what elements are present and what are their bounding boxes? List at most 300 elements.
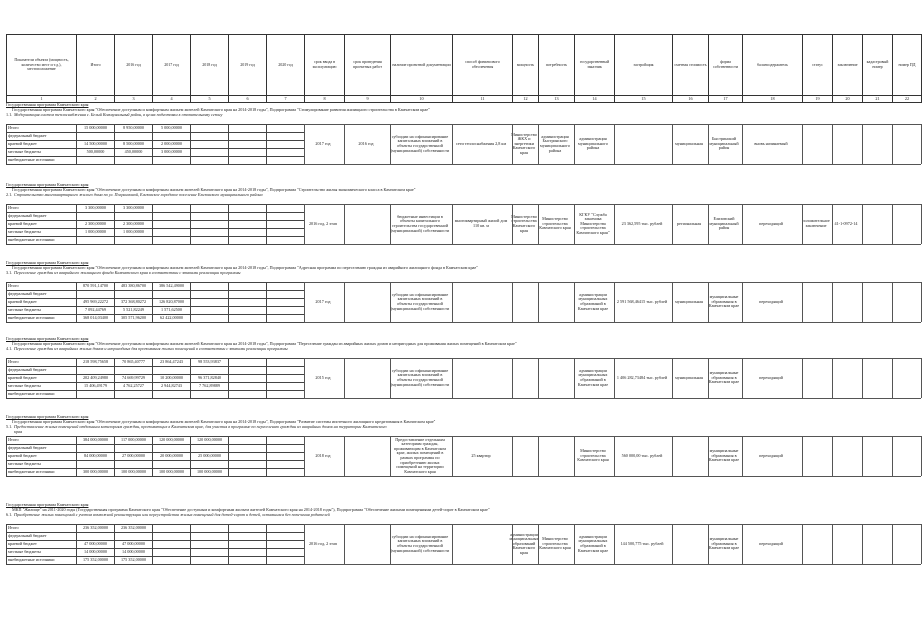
column-divider	[708, 282, 709, 322]
funding-value: 2 000,00000	[153, 141, 191, 149]
funding-source-label: местные бюджеты	[7, 149, 77, 157]
descriptor-cell: 2017 год	[315, 298, 331, 304]
funding-value: 10 200,00000	[153, 375, 191, 383]
descriptor-cell: администрации муниципальных образований Камчатского края	[509, 531, 539, 555]
funding-value	[77, 391, 115, 399]
funding-value	[229, 367, 267, 375]
section-subtitle: Государственная программа Камчатского края "Обеспечение доступным и комфортным жильем жителей Камчатского края на 2014-2018 годы", Подпрограмма "Адресная программа по переселению граждан из аварийного жилищного фонда в Камчатском крае"	[12, 265, 478, 270]
funding-value	[229, 299, 267, 307]
section-item	[6, 270, 394, 276]
item-text: Предоставление жилых помещений отдельным категориям граждан, проживающих в Камчатском крае, для участия в программе по переселению граждан из аварийных домов на территории Камчатского края	[14, 424, 387, 434]
row-divider	[304, 436, 921, 437]
funding-value	[115, 133, 153, 141]
column-number: 6	[229, 96, 267, 103]
table-row	[7, 391, 305, 399]
section-title: Государственная программа Камчатского края	[6, 336, 89, 341]
descriptor-cell: субсидии на софинансирование капитальных вложений в объекты государственной (муниципальной) собственности	[390, 367, 450, 387]
descriptor-cell: Министерство строительства Камчатского края	[539, 216, 571, 231]
program-section	[6, 502, 899, 580]
column-divider	[574, 524, 575, 564]
column-divider	[304, 358, 305, 398]
descriptor-cell: субсидии на софинансирование капитальных вложений в объекты государственной (муниципальной) собственности	[390, 133, 450, 153]
table-row	[7, 461, 305, 469]
funding-value	[191, 367, 229, 375]
descriptor-cell: 2016 год, 2 этап	[308, 220, 338, 226]
row-divider	[304, 322, 921, 323]
descriptor-cell: Министерство строительства Камчатского края	[511, 213, 537, 233]
funding-value	[115, 213, 153, 221]
funding-source-label: местные бюджеты	[7, 229, 77, 237]
table-row	[7, 221, 305, 229]
funding-value: 236 352,00000	[77, 525, 115, 533]
funding-value: 300 000,00000	[77, 469, 115, 477]
header-cell: способ финансового обеспечения	[453, 35, 513, 96]
funding-value	[77, 213, 115, 221]
funding-source-label: Итого	[7, 359, 77, 367]
item-text: Строительство многоквартирного жилого дома по ул. Пограничной, Елизовское городское поселение Елизовского муниципального района	[14, 192, 263, 197]
funding-value	[229, 315, 267, 323]
funding-value: 3 300,00000	[115, 205, 153, 213]
funding-value	[267, 359, 305, 367]
funding-value	[267, 453, 305, 461]
item-text: Переселение граждан из аварийных жилых домов и непригодных для проживания жилых помещений в соответствии с этапами реализации программы	[14, 346, 288, 351]
column-divider	[708, 124, 709, 164]
descriptor-cell: Предоставление отдельным категориям граждан, проживающим в Камчатском крае, жилых помещений в рамках программы по приобретению жилых помещений на территории Камчатского края	[394, 436, 446, 474]
funding-value	[267, 445, 305, 453]
funding-value: 14 000,00000	[77, 549, 115, 557]
funding-value	[267, 283, 305, 291]
funding-value: 25 000,00000	[191, 453, 229, 461]
funding-value: 870 591,14700	[77, 283, 115, 291]
descriptor-cell: муниципальные образования в Камчатском крае	[708, 370, 740, 385]
funding-value	[229, 437, 267, 445]
funding-value: 1 571,62500	[153, 307, 191, 315]
funding-source-label: внебюджетные источники	[7, 391, 77, 399]
section-subtitle: Государственная программа Камчатского края "Обеспечение доступным и комфортным жильем жителей Камчатского края на 2014-2018 годы", Подпрограмма "Стимулирование развития жилищного строительства в Камчатском крае"	[12, 107, 430, 112]
column-divider	[452, 204, 453, 244]
descriptor-cell: Быстринский муниципальный район	[709, 136, 739, 151]
funding-value: 120 000,00000	[191, 437, 229, 445]
funding-value: 384 000,00000	[77, 437, 115, 445]
section-title: Государственная программа Камчатского края	[6, 502, 89, 507]
funding-value	[191, 237, 229, 245]
column-divider	[344, 124, 345, 164]
column-divider	[344, 282, 345, 322]
table-row	[7, 315, 305, 323]
funding-value: 96 371,82840	[191, 375, 229, 383]
funding-value	[77, 367, 115, 375]
item-number: 5.1.	[6, 424, 13, 429]
column-number: 18	[743, 96, 803, 103]
column-divider	[512, 436, 513, 476]
descriptor-cell: администрация Быстринского муниципального района	[540, 133, 570, 153]
column-divider	[832, 524, 833, 564]
table-row	[7, 229, 305, 237]
funding-value	[229, 229, 267, 237]
table-row	[7, 213, 305, 221]
funding-value: 495 969,22272	[77, 299, 115, 307]
column-number: 17	[709, 96, 743, 103]
funding-value	[115, 367, 153, 375]
table-row	[7, 157, 305, 165]
column-number: 11	[453, 96, 513, 103]
item-number: 3.1.	[6, 270, 13, 275]
descriptor-cell: 23 362,595 тыс. рублей	[621, 220, 663, 226]
column-divider	[574, 282, 575, 322]
funding-value: 236 352,00000	[115, 525, 153, 533]
funding-value: 1 000,00000	[115, 229, 153, 237]
funding-table	[6, 124, 305, 165]
funding-source-label: краевой бюджет	[7, 453, 77, 461]
section-title: Государственная программа Камчатского края	[6, 414, 89, 419]
column-divider	[862, 524, 863, 564]
funding-value	[267, 383, 305, 391]
column-divider	[672, 282, 673, 322]
funding-value	[153, 205, 191, 213]
descriptor-cell: 2016 год	[358, 140, 374, 146]
funding-value	[191, 461, 229, 469]
funding-value	[267, 149, 305, 157]
section-subtitle: Государственная программа Камчатского края "Обеспечение доступным и комфортным жильем жителей Камчатского края на 2014-2018 годы", Подпрограмма "Переселение граждан из аварийных жилых домов и непригодных для проживания жилых помещений в Камчатском крае"	[12, 341, 517, 346]
column-number: 4	[153, 96, 191, 103]
column-divider	[390, 358, 391, 398]
descriptor-cell: 2015 год	[315, 374, 331, 380]
funding-value: 98 553,93837	[191, 359, 229, 367]
funding-value	[77, 157, 115, 165]
funding-source-label: местные бюджеты	[7, 307, 77, 315]
funding-value: 47 000,00000	[77, 541, 115, 549]
descriptor-cell: субсидии на софинансирование капитальных вложений в объекты государственной (муниципальной) собственности	[390, 533, 450, 553]
funding-value	[191, 445, 229, 453]
funding-value	[191, 125, 229, 133]
header-cell: 2018 год	[191, 35, 229, 96]
descriptor-cell: Министерство строительства Камчатского края	[539, 536, 571, 551]
funding-table	[6, 524, 305, 565]
header-cell: государственный заказчик	[575, 35, 615, 96]
funding-source-label: местные бюджеты	[7, 383, 77, 391]
row-divider	[304, 398, 921, 399]
column-number: 20	[833, 96, 863, 103]
descriptor-cell: администрации муниципальных образований в Камчатском крае	[577, 367, 609, 387]
column-divider	[802, 124, 803, 164]
funding-value: 386 542,49000	[153, 283, 191, 291]
header-cell: срок проведения проектных работ	[345, 35, 391, 96]
descriptor-cell: переходящий	[759, 220, 783, 226]
item-number: 6.1.	[6, 512, 13, 517]
funding-value: 7 092,44769	[77, 307, 115, 315]
table-row	[7, 453, 305, 461]
funding-source-label: федеральный бюджет	[7, 533, 77, 541]
column-divider	[892, 524, 893, 564]
funding-value: 15 000,00000	[77, 125, 115, 133]
table-row	[7, 383, 305, 391]
funding-value: 100 000,00000	[153, 469, 191, 477]
funding-value	[191, 315, 229, 323]
column-divider	[538, 124, 539, 164]
section-item	[6, 192, 394, 198]
descriptor-cell: 2016 год, 2 этап	[308, 540, 338, 546]
column-divider	[892, 204, 893, 244]
column-divider	[538, 524, 539, 564]
funding-value	[191, 221, 229, 229]
funding-value	[229, 307, 267, 315]
item-text: Модернизация систем теплоснабжения с. Белый Коммунальный район, в целях подготовки к отопительному сезону	[14, 112, 223, 117]
funding-value	[229, 557, 267, 565]
funding-value	[267, 299, 305, 307]
descriptor-cell: муниципальные образования в Камчатском крае	[708, 294, 740, 309]
column-number: 9	[345, 96, 391, 103]
descriptor-cell: 1 406 282,73484 тыс. рублей	[616, 374, 668, 380]
column-divider	[344, 436, 345, 476]
column-number: 1	[7, 96, 77, 103]
column-divider	[708, 436, 709, 476]
table-row	[7, 469, 305, 477]
funding-value: 372 368,80272	[115, 299, 153, 307]
funding-value	[267, 213, 305, 221]
column-divider	[512, 358, 513, 398]
column-divider	[672, 124, 673, 164]
funding-table	[6, 282, 305, 323]
funding-value	[229, 533, 267, 541]
descriptor-cell: субсидии на софинансирование капитальных вложений в объекты государственной (муниципальной) собственности	[390, 291, 450, 311]
funding-source-label: внебюджетные источники	[7, 557, 77, 565]
column-divider	[512, 282, 513, 322]
descriptor-cell: администрация муниципального района	[578, 136, 608, 151]
section-item	[6, 512, 394, 518]
section-title: Государственная программа Камчатского края	[6, 260, 89, 265]
funding-value: 8 500,00000	[115, 141, 153, 149]
column-divider	[512, 124, 513, 164]
funding-value	[229, 157, 267, 165]
funding-value	[229, 133, 267, 141]
funding-value	[229, 205, 267, 213]
funding-value: 5 521,82249	[115, 307, 153, 315]
funding-value	[267, 557, 305, 565]
descriptor-cell: переходящий	[759, 540, 783, 546]
column-number: 2	[77, 96, 115, 103]
funding-value	[229, 541, 267, 549]
funding-source-label: Итого	[7, 125, 77, 133]
funding-value	[191, 291, 229, 299]
table-row	[7, 367, 305, 375]
funding-value: 120 000,00000	[153, 437, 191, 445]
table-row	[7, 437, 305, 445]
column-divider	[390, 282, 391, 322]
row-divider	[304, 164, 921, 165]
funding-value	[267, 221, 305, 229]
column-divider	[672, 358, 673, 398]
funding-value	[267, 375, 305, 383]
column-divider	[390, 436, 391, 476]
funding-value	[229, 221, 267, 229]
funding-value	[229, 549, 267, 557]
column-divider	[832, 204, 833, 244]
funding-value	[191, 307, 229, 315]
column-divider	[452, 436, 453, 476]
funding-value	[267, 525, 305, 533]
descriptor-cell: администрации муниципальных образований в Камчатском крае	[577, 291, 609, 311]
column-divider	[802, 282, 803, 322]
descriptor-cell: муниципальная	[675, 140, 703, 146]
descriptor-cell: переходящий	[759, 298, 783, 304]
column-number: 13	[539, 96, 575, 103]
header-cell: наличие проектной документации	[391, 35, 453, 96]
row-divider	[304, 476, 921, 477]
column-divider	[862, 124, 863, 164]
column-divider	[892, 436, 893, 476]
descriptor-cell: 25 квартир	[471, 452, 491, 458]
header-cell: статус	[803, 35, 833, 96]
column-divider	[452, 124, 453, 164]
section-subtitle: Государственная программа Камчатского края "Обеспечение доступным и комфортным жильем жителей Камчатского края на 2014-2018 годы", Подпрограмма "Строительство жилья экономического класса в Камчатском крае"	[12, 187, 416, 192]
funding-value: 14 500,00000	[77, 141, 115, 149]
column-number: 19	[803, 96, 833, 103]
column-number: 15	[615, 96, 673, 103]
column-divider	[304, 436, 305, 476]
funding-value	[267, 469, 305, 477]
funding-value	[153, 367, 191, 375]
funding-table	[6, 436, 305, 477]
descriptor-cell: многоквартирный жилой дом 110 кв. м	[454, 218, 508, 228]
funding-value	[191, 549, 229, 557]
column-divider	[742, 282, 743, 322]
funding-value	[229, 453, 267, 461]
table-row	[7, 149, 305, 157]
funding-value: 175 352,00000	[77, 557, 115, 565]
funding-value	[153, 237, 191, 245]
funding-source-label: краевой бюджет	[7, 141, 77, 149]
row-divider	[304, 204, 921, 205]
column-divider	[708, 204, 709, 244]
column-divider	[614, 358, 615, 398]
funding-value	[153, 549, 191, 557]
funding-value	[267, 315, 305, 323]
funding-source-label: Итого	[7, 205, 77, 213]
table-row	[7, 533, 305, 541]
column-divider	[862, 282, 863, 322]
funding-value	[267, 141, 305, 149]
column-divider	[862, 436, 863, 476]
column-divider	[742, 358, 743, 398]
funding-value	[267, 461, 305, 469]
funding-value	[191, 299, 229, 307]
descriptor-cell: Министерство строительства Камчатского края	[577, 448, 609, 463]
column-divider	[390, 524, 391, 564]
funding-value: 4 762,25727	[115, 383, 153, 391]
funding-value	[77, 291, 115, 299]
funding-value: 175 352,00000	[115, 557, 153, 565]
funding-value	[267, 205, 305, 213]
funding-value	[191, 533, 229, 541]
column-divider	[672, 524, 673, 564]
funding-value	[229, 213, 267, 221]
funding-value	[229, 125, 267, 133]
funding-value	[153, 391, 191, 399]
column-divider	[304, 282, 305, 322]
funding-value	[267, 133, 305, 141]
funding-value	[115, 291, 153, 299]
item-number: 1.1.	[6, 112, 13, 117]
funding-value: 117 000,00000	[115, 437, 153, 445]
descriptor-cell: муниципальные образования в Камчатском крае	[708, 536, 740, 551]
column-divider	[862, 358, 863, 398]
funding-value: 5 000,00000	[153, 125, 191, 133]
funding-value	[115, 445, 153, 453]
funding-value	[267, 157, 305, 165]
table-row	[7, 125, 305, 133]
funding-value: 126 820,87000	[153, 299, 191, 307]
column-divider	[614, 124, 615, 164]
descriptor-cell: муниципальная	[675, 298, 703, 304]
funding-value	[153, 525, 191, 533]
funding-value	[153, 213, 191, 221]
funding-value	[191, 157, 229, 165]
funding-value	[77, 461, 115, 469]
descriptor-cell: вновь начинаемый	[754, 140, 788, 146]
column-divider	[802, 358, 803, 398]
column-divider	[452, 282, 453, 322]
row-divider	[304, 564, 921, 565]
section-item	[6, 424, 394, 434]
column-number: 8	[305, 96, 345, 103]
descriptor-cell: 144 500,775 тыс. рублей	[620, 540, 664, 546]
section-subtitle: МКП "Жилище" на 2011-2020 годы (Государственная программа Камчатского края "Обеспечение доступным и комфортным жильем жителей Камчатского края на 2014-2018 годы"), Подпрограмма "Обеспечение жилыми помещениями детей-сирот в Камчатском крае"	[12, 507, 490, 512]
column-divider	[862, 204, 863, 244]
header-cell: 2020 год	[267, 35, 305, 96]
funding-value	[153, 445, 191, 453]
descriptor-cell: сети теплоснабжения 2,8 км	[455, 140, 507, 146]
funding-source-label: краевой бюджет	[7, 541, 77, 549]
funding-value	[267, 229, 305, 237]
column-divider	[708, 524, 709, 564]
column-divider	[538, 436, 539, 476]
funding-value	[229, 237, 267, 245]
table-row	[7, 445, 305, 453]
program-section	[6, 182, 899, 260]
funding-value: 62 422,00000	[153, 315, 191, 323]
column-divider	[452, 358, 453, 398]
column-number: 10	[391, 96, 453, 103]
column-divider	[574, 124, 575, 164]
column-divider	[832, 436, 833, 476]
descriptor-cell: положительное заключение	[802, 218, 830, 228]
column-divider	[742, 524, 743, 564]
column-divider	[344, 524, 345, 564]
funding-value	[191, 213, 229, 221]
funding-value: 2 300,00000	[115, 221, 153, 229]
program-section	[6, 260, 899, 338]
descriptor-cell: администрации муниципальных образований в Камчатском крае	[577, 533, 609, 553]
funding-value: 2 944,82743	[153, 383, 191, 391]
column-divider	[892, 124, 893, 164]
column-divider	[802, 524, 803, 564]
funding-value	[191, 205, 229, 213]
funding-value	[267, 367, 305, 375]
descriptor-cell: 2 591 568,46415 тыс. рублей	[616, 298, 668, 304]
funding-value	[153, 221, 191, 229]
header-cell: 2016 год	[115, 35, 153, 96]
column-number: 12	[513, 96, 539, 103]
funding-source-label: Итого	[7, 437, 77, 445]
column-divider	[892, 282, 893, 322]
funding-table	[6, 358, 305, 399]
funding-source-label: федеральный бюджет	[7, 367, 77, 375]
funding-value: 47 000,00000	[115, 541, 153, 549]
table-row	[7, 359, 305, 367]
column-divider	[538, 282, 539, 322]
table-row	[7, 237, 305, 245]
column-divider	[538, 204, 539, 244]
